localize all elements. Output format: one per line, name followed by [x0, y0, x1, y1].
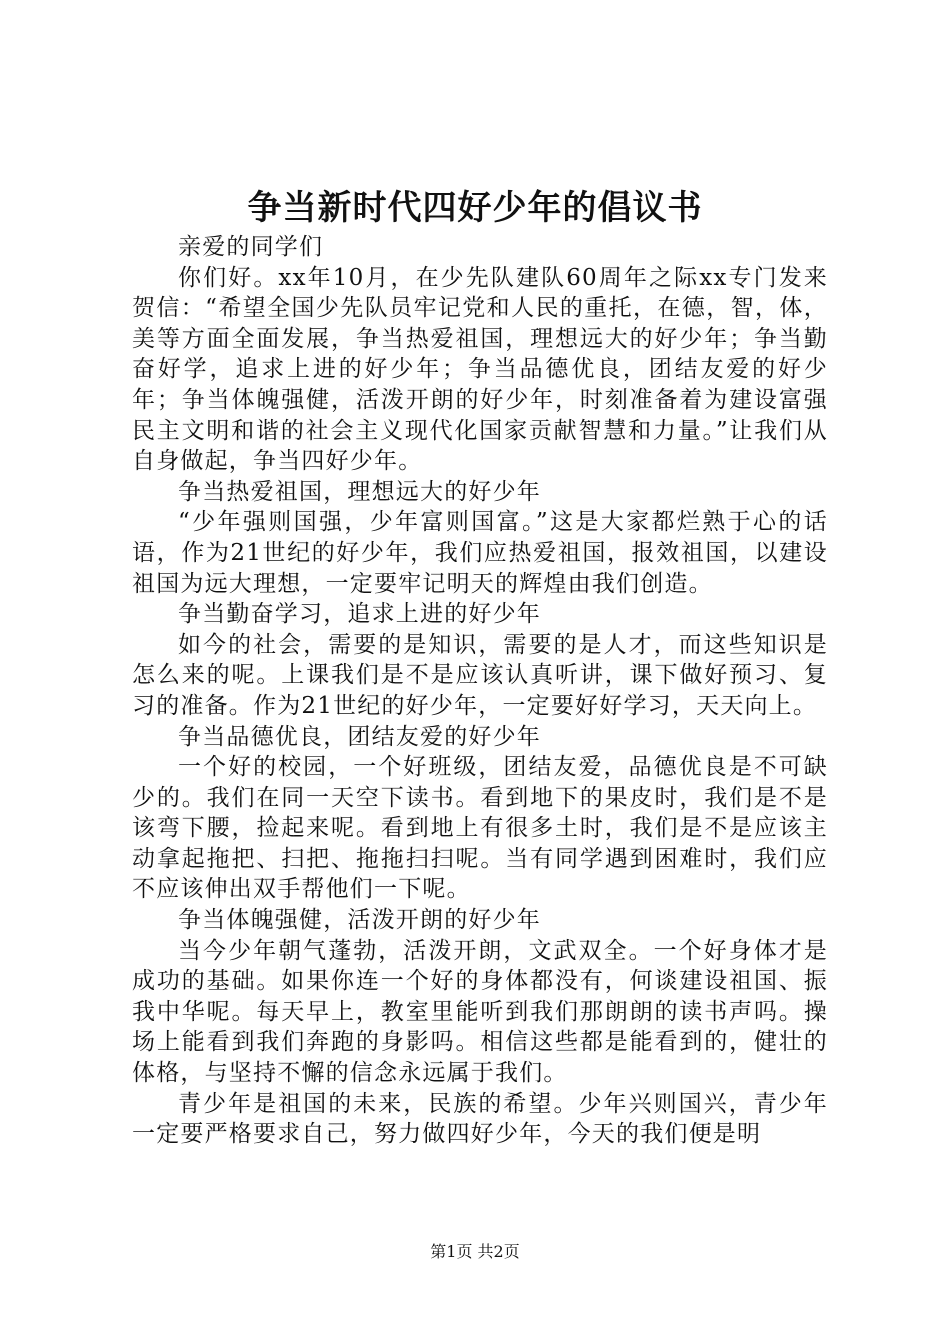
- paragraph-patriotism: “少年强则国强，少年富则国富。”这是大家都烂熟于心的话语，作为21世纪的好少年，我们应热爱祖国，报效祖国，以建设祖国为远大理想，一定要牢记明天的辉煌由我们创造。: [132, 509, 828, 597]
- paragraph-intro: 你们好。xx年10月，在少先队建队60周年之际xx专门发来贺信：“希望全国少先队员牢记党和人民的重托，在德，智，体，美等方面全面发展，争当热爱祖国，理想远大的好少年；争当勤奋好学，追求上进的好少年；争当品德优良，团结友爱的好少年；争当体魄强健，活泼开朗的好少年，时刻准备着为建设富强民主文明和谐的社会主义现代化国家贡献智慧和力量。”让我们从自身做起，争当四好少年。: [132, 264, 828, 475]
- section-heading-study: 争当勤奋学习，追求上进的好少年: [178, 601, 541, 628]
- section-heading-patriotism: 争当热爱祖国，理想远大的好少年: [178, 478, 541, 505]
- document-title: 争当新时代四好少年的倡议书: [247, 188, 703, 228]
- section-heading-health: 争当体魄强健，活泼开朗的好少年: [178, 907, 541, 934]
- paragraph-health: 当今少年朝气蓬勃，活泼开朗，文武双全。一个好身体才是成功的基础。如果你连一个好的身体都没有，何谈建设祖国、振我中华呢。每天早上，教室里能听到我们那朗朗的读书声吗。操场上能看到我们奔跑的身影吗。相信这些都是能看到的，健壮的体格，与坚持不懈的信念永远属于我们。: [132, 937, 828, 1087]
- paragraph-character: 一个好的校园，一个好班级，团结友爱，品德优良是不可缺少的。我们在同一天空下读书。看到地下的果皮时，我们是不是该弯下腰，捡起来呢。看到地上有很多土时，我们是不是应该主动拿起拖把、扫把、拖拖扫扫呢。当有同学遇到困难时，我们应不应该伸出双手帮他们一下呢。: [132, 754, 828, 903]
- section-heading-character: 争当品德优良，团结友爱的好少年: [178, 723, 541, 750]
- paragraph-study: 如今的社会，需要的是知识，需要的是人才，而这些知识是怎么来的呢。上课我们是不是应该认真听讲，课下做好预习、复习的准备。作为21世纪的好少年，一定要好好学习，天天向上。: [132, 631, 828, 719]
- paragraph-closing: 青少年是祖国的未来，民族的希望。少年兴则国兴，青少年一定要严格要求自己，努力做四好少年，今天的我们便是明: [132, 1090, 828, 1148]
- document-body: [132, 232, 828, 1150]
- page-footer: 第1页 共2页: [430, 1242, 520, 1261]
- salutation: 亲爱的同学们: [178, 234, 324, 260]
